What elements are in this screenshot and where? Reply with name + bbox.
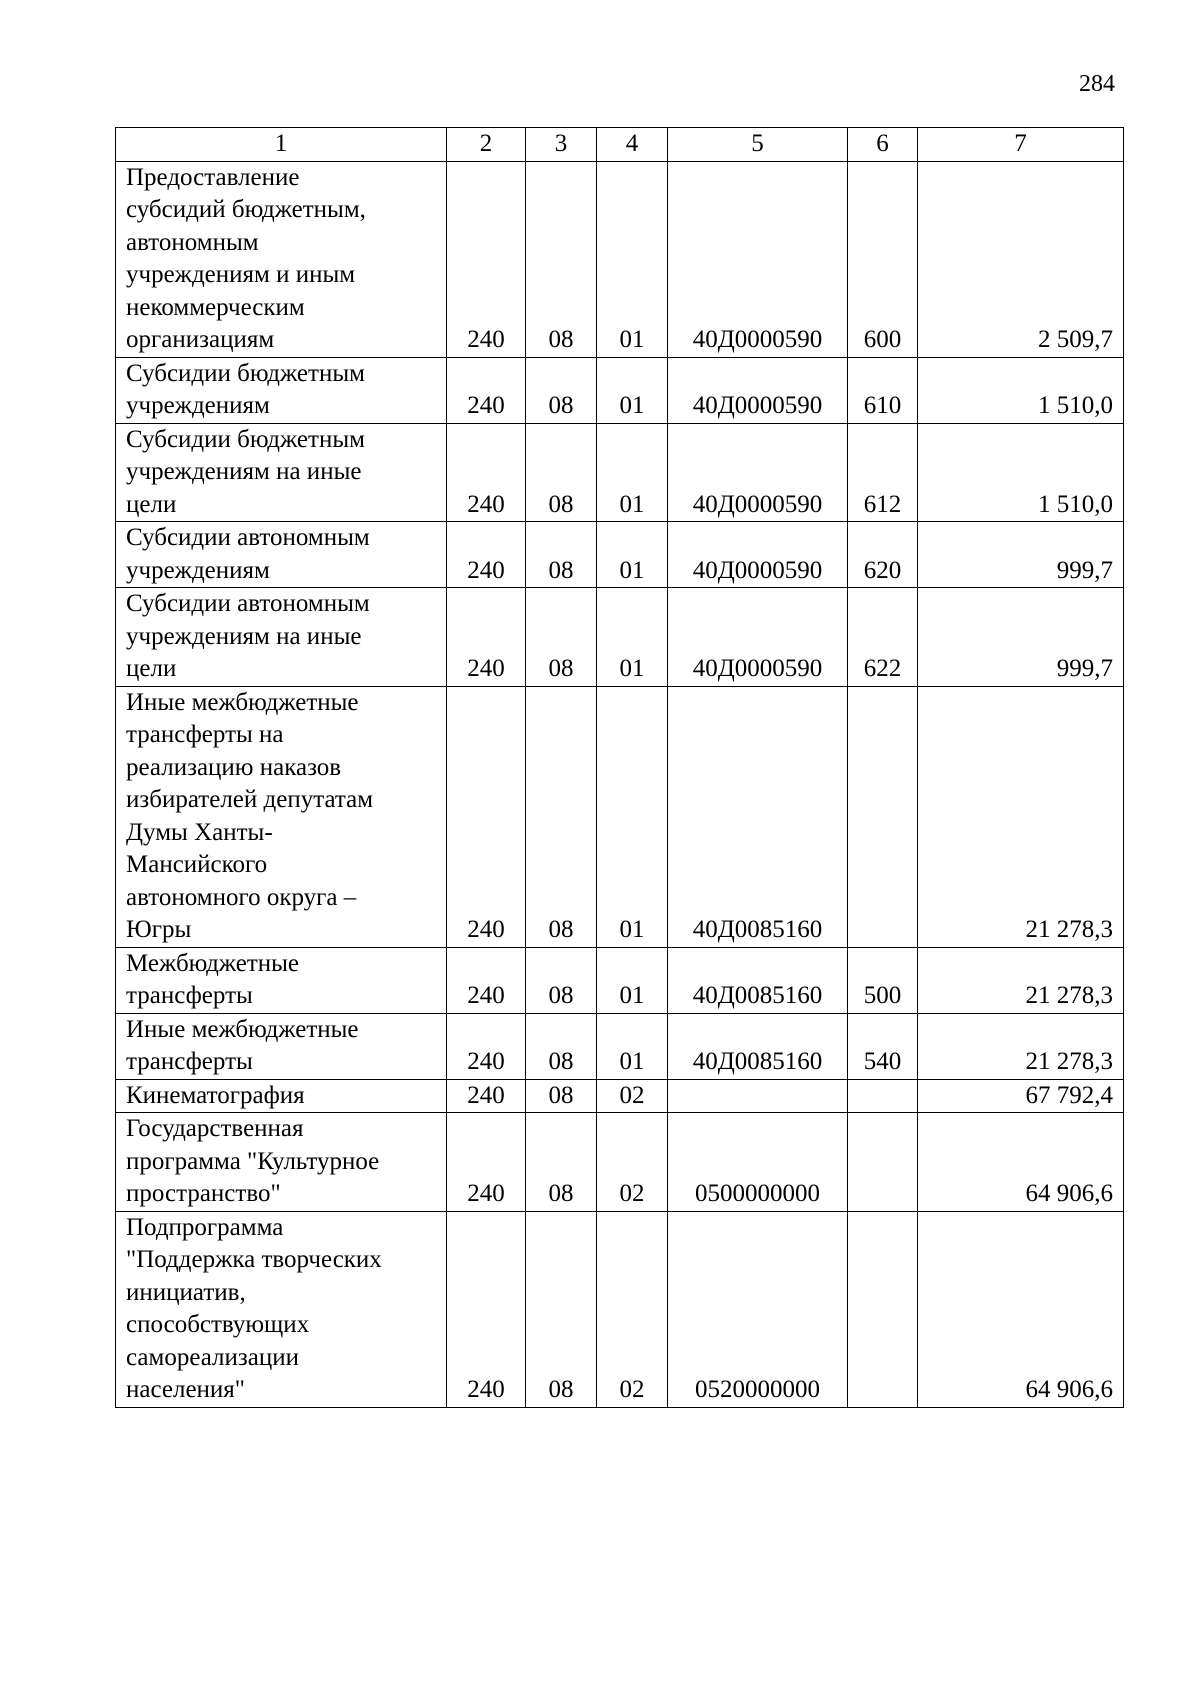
row-name-cell [116,423,447,522]
row-name-line: Иные межбюджетные [126,1015,359,1043]
row-name-line: Субсидии автономным [126,590,370,617]
amount-cell: 21 278,3 [918,947,1124,1013]
target-item-code-cell: 40Д0000590 [668,522,848,588]
row-name-line: самореализации [126,1343,299,1371]
section-code-cell: 08 [526,423,597,522]
section-code-cell: 08 [526,1211,597,1407]
expense-type-code-cell [848,686,918,947]
table-body [116,161,1124,1407]
expense-type-code-cell [848,1079,918,1113]
ministry-code-cell: 240 [447,423,526,522]
row-name-line: Думы Ханты- [126,818,273,846]
target-item-code-cell: 0500000000 [668,1113,848,1212]
row-name-line: трансферты [126,982,253,1009]
header-cell-7: 7 [918,128,1124,162]
amount-cell: 999,7 [918,522,1124,588]
row-name-line: пространство" [126,1180,281,1207]
row-name-cell [116,1079,447,1113]
section-code-cell: 08 [526,522,597,588]
section-code-cell: 08 [526,1013,597,1079]
row-name-line: автономным [126,228,259,256]
ministry-code-cell: 240 [447,588,526,687]
row-name-line: Субсидии бюджетным [126,359,365,387]
subsection-code-cell: 02 [597,1113,668,1212]
ministry-code-cell: 240 [447,947,526,1013]
row-name-cell [116,588,447,687]
table-row [116,1079,1124,1113]
table-row [116,522,1124,588]
subsection-code-cell: 01 [597,1013,668,1079]
ministry-code-cell: 240 [447,161,526,357]
target-item-code-cell: 40Д0000590 [668,357,848,423]
target-item-code-cell [668,1079,848,1113]
row-name-line: организациям [126,326,275,353]
expense-type-code-cell: 600 [848,161,918,357]
target-item-code-cell: 40Д0000590 [668,588,848,687]
target-item-code-cell: 40Д0085160 [668,1013,848,1079]
ministry-code-cell: 240 [447,1211,526,1407]
row-name-line: инициатив, [126,1278,246,1306]
row-name-cell [116,357,447,423]
row-name-line: трансферты на [126,721,284,748]
row-name-line: Иные межбюджетные [126,688,359,716]
row-name-line: учреждениям на иные [126,458,362,485]
target-item-code-cell: 40Д0000590 [668,423,848,522]
header-cell-4: 4 [597,128,668,162]
table-row [116,947,1124,1013]
table-row [116,1113,1124,1212]
row-name-cell [116,1211,447,1407]
row-name-line: учреждениям на иные [126,622,362,650]
subsection-code-cell: 01 [597,686,668,947]
row-name-line: трансферты [126,1048,253,1075]
row-name-line: реализацию наказов [126,753,342,781]
page-number: 284 [1079,71,1115,97]
section-code-cell: 08 [526,161,597,357]
row-name-line: Межбюджетные [126,949,300,977]
ministry-code-cell: 240 [447,1013,526,1079]
expense-type-code-cell: 620 [848,522,918,588]
row-name-line: "Поддержка творческих [126,1246,382,1273]
row-name-line: учреждениям [126,392,270,419]
header-cell-3: 3 [526,128,597,162]
row-name-cell [116,522,447,588]
table-row [116,357,1124,423]
header-cell-2: 2 [447,128,526,162]
subsection-code-cell: 02 [597,1211,668,1407]
budget-table [115,127,1124,1408]
ministry-code-cell: 240 [447,357,526,423]
target-item-code-cell: 40Д0085160 [668,947,848,1013]
section-code-cell: 08 [526,588,597,687]
subsection-code-cell: 01 [597,588,668,687]
expense-type-code-cell: 540 [848,1013,918,1079]
ministry-code-cell: 240 [447,1079,526,1113]
amount-cell: 64 906,6 [918,1211,1124,1407]
amount-cell: 21 278,3 [918,686,1124,947]
expense-type-code-cell: 612 [848,423,918,522]
amount-cell: 999,7 [918,588,1124,687]
target-item-code-cell: 40Д0085160 [668,686,848,947]
section-code-cell: 08 [526,1113,597,1212]
table-row [116,1211,1124,1407]
row-name-line: учреждениям [126,556,270,584]
ministry-code-cell: 240 [447,686,526,947]
row-name-line: избирателей депутатам [126,786,374,813]
section-code-cell: 08 [526,1079,597,1113]
table-row [116,588,1124,687]
row-name-line: учреждениям и иным [126,261,356,288]
amount-cell: 1 510,0 [918,423,1124,522]
table-row [116,1013,1124,1079]
subsection-code-cell: 01 [597,522,668,588]
header-cell-5: 5 [668,128,848,162]
row-name-cell [116,1113,447,1212]
row-name-line: Югры [126,916,192,943]
row-name-line: программа "Культурное [126,1147,380,1175]
row-name-line: Субсидии автономным [126,524,370,551]
section-code-cell: 08 [526,686,597,947]
expense-type-code-cell: 622 [848,588,918,687]
row-name-line: субсидий бюджетным, [126,196,366,223]
row-name-line: способствующих [126,1311,310,1338]
row-name-line: Предоставление [126,163,300,191]
subsection-code-cell: 01 [597,423,668,522]
amount-cell: 64 906,6 [918,1113,1124,1212]
row-name-line: цели [126,655,177,682]
row-name-line: населения" [126,1376,246,1403]
expense-type-code-cell [848,1211,918,1407]
table-header-row [116,128,1124,162]
row-name-line: Субсидии бюджетным [126,425,365,453]
ministry-code-cell: 240 [447,522,526,588]
table-row [116,161,1124,357]
row-name-line: Подпрограмма [126,1213,284,1241]
row-name-cell [116,1013,447,1079]
target-item-code-cell: 0520000000 [668,1211,848,1407]
amount-cell: 21 278,3 [918,1013,1124,1079]
subsection-code-cell: 01 [597,947,668,1013]
section-code-cell: 08 [526,947,597,1013]
amount-cell: 1 510,0 [918,357,1124,423]
row-name-cell [116,161,447,357]
expense-type-code-cell: 500 [848,947,918,1013]
ministry-code-cell: 240 [447,1113,526,1212]
row-name-line: цели [126,490,177,518]
header-cell-1: 1 [116,128,447,162]
row-name-line: Государственная [126,1115,304,1142]
subsection-code-cell: 02 [597,1079,668,1113]
row-name-cell [116,947,447,1013]
target-item-code-cell: 40Д0000590 [668,161,848,357]
section-code-cell: 08 [526,357,597,423]
amount-cell: 67 792,4 [918,1079,1124,1113]
table-row [116,423,1124,522]
row-name-line: некоммерческим [126,293,305,321]
row-name-cell [116,686,447,947]
row-name-line: автономного округа – [126,883,357,911]
subsection-code-cell: 01 [597,161,668,357]
row-name-line: Кинематография [126,1081,305,1109]
subsection-code-cell: 01 [597,357,668,423]
table-row [116,686,1124,947]
expense-type-code-cell [848,1113,918,1212]
amount-cell: 2 509,7 [918,161,1124,357]
expense-type-code-cell: 610 [848,357,918,423]
row-name-line: Мансийского [126,851,268,878]
header-cell-6: 6 [848,128,918,162]
